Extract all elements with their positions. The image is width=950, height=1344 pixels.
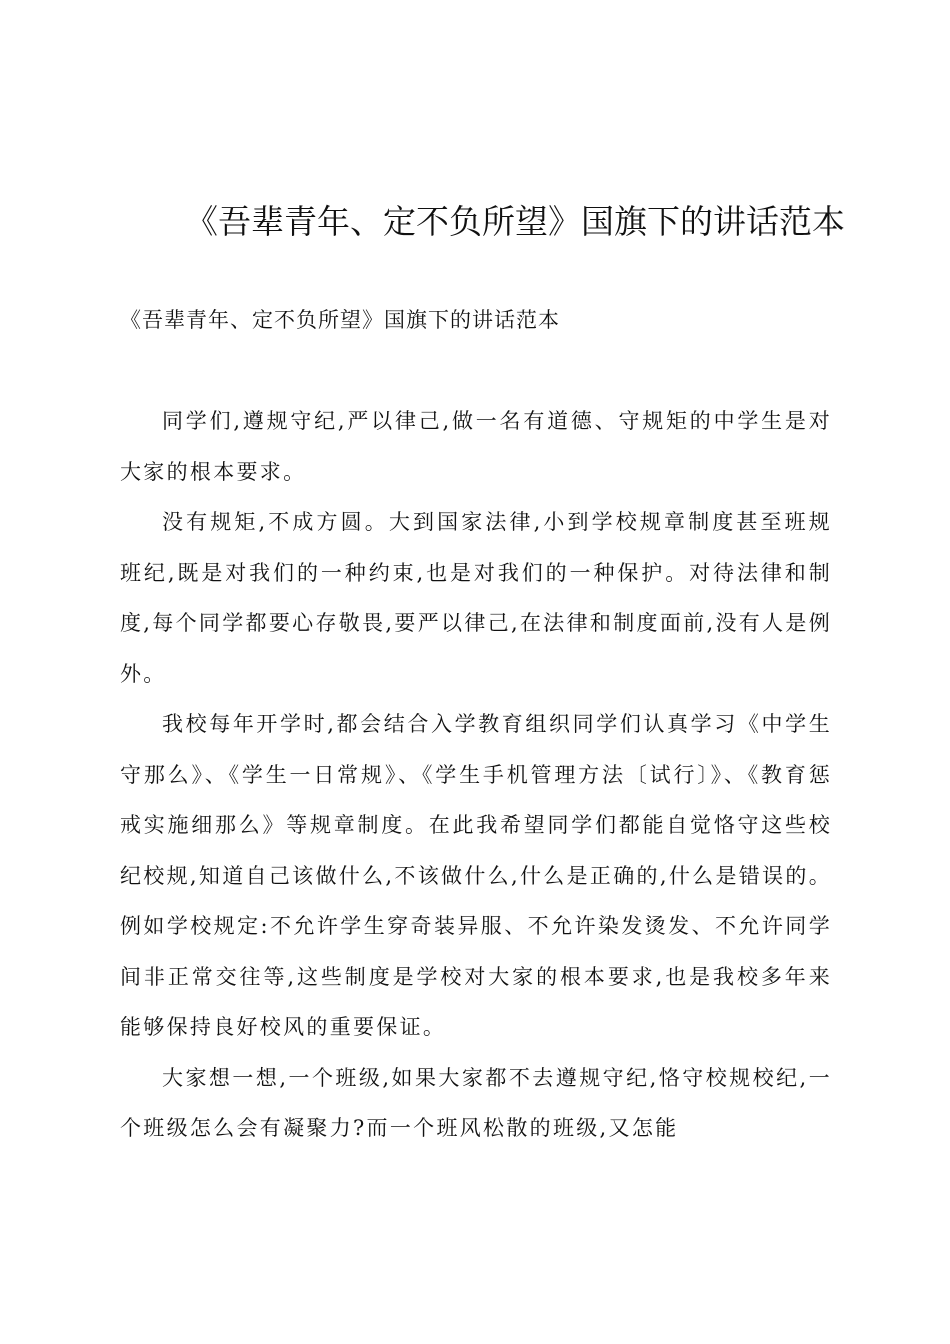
paragraph-3: 我校每年开学时,都会结合入学教育组织同学们认真学习《中学生守那么》、《学生一日常规》、《学生手机管理方法〔试行〕》、《教育惩戒实施细那么》等规章制度。在此我希望同学们都能自觉恪守这些校纪校规,知道自己该做什么,不该做什么,什么是正确的,什么是错误的。例如学校规定:不允许学生穿奇装异服、不允许染发烫发、不允许同学间非正常交往等,这些制度是学校对大家的根本要求,也是我校多年来能够保持良好校风的重要保证。	[120, 712, 832, 1039]
document-subtitle: 《吾辈青年、定不负所望》国旗下的讲话范本	[120, 308, 560, 332]
document-title: 《吾辈青年、定不负所望》国旗下的讲话范本	[185, 202, 845, 242]
paragraph-1: 同学们,遵规守纪,严以律己,做一名有道德、守规矩的中学生是对大家的根本要求。	[120, 409, 832, 484]
document-body	[120, 396, 832, 1154]
paragraph-2: 没有规矩,不成方圆。大到国家法律,小到学校规章制度甚至班规班纪,既是对我们的一种约束,也是对我们的一种保护。对待法律和制度,每个同学都要心存敬畏,要严以律己,在法律和制度面前,没有人是例外。	[120, 510, 832, 686]
paragraph-4: 大家想一想,一个班级,如果大家都不去遵规守纪,恪守校规校纪,一个班级怎么会有凝聚力?而一个班风松散的班级,又怎能	[120, 1065, 832, 1140]
